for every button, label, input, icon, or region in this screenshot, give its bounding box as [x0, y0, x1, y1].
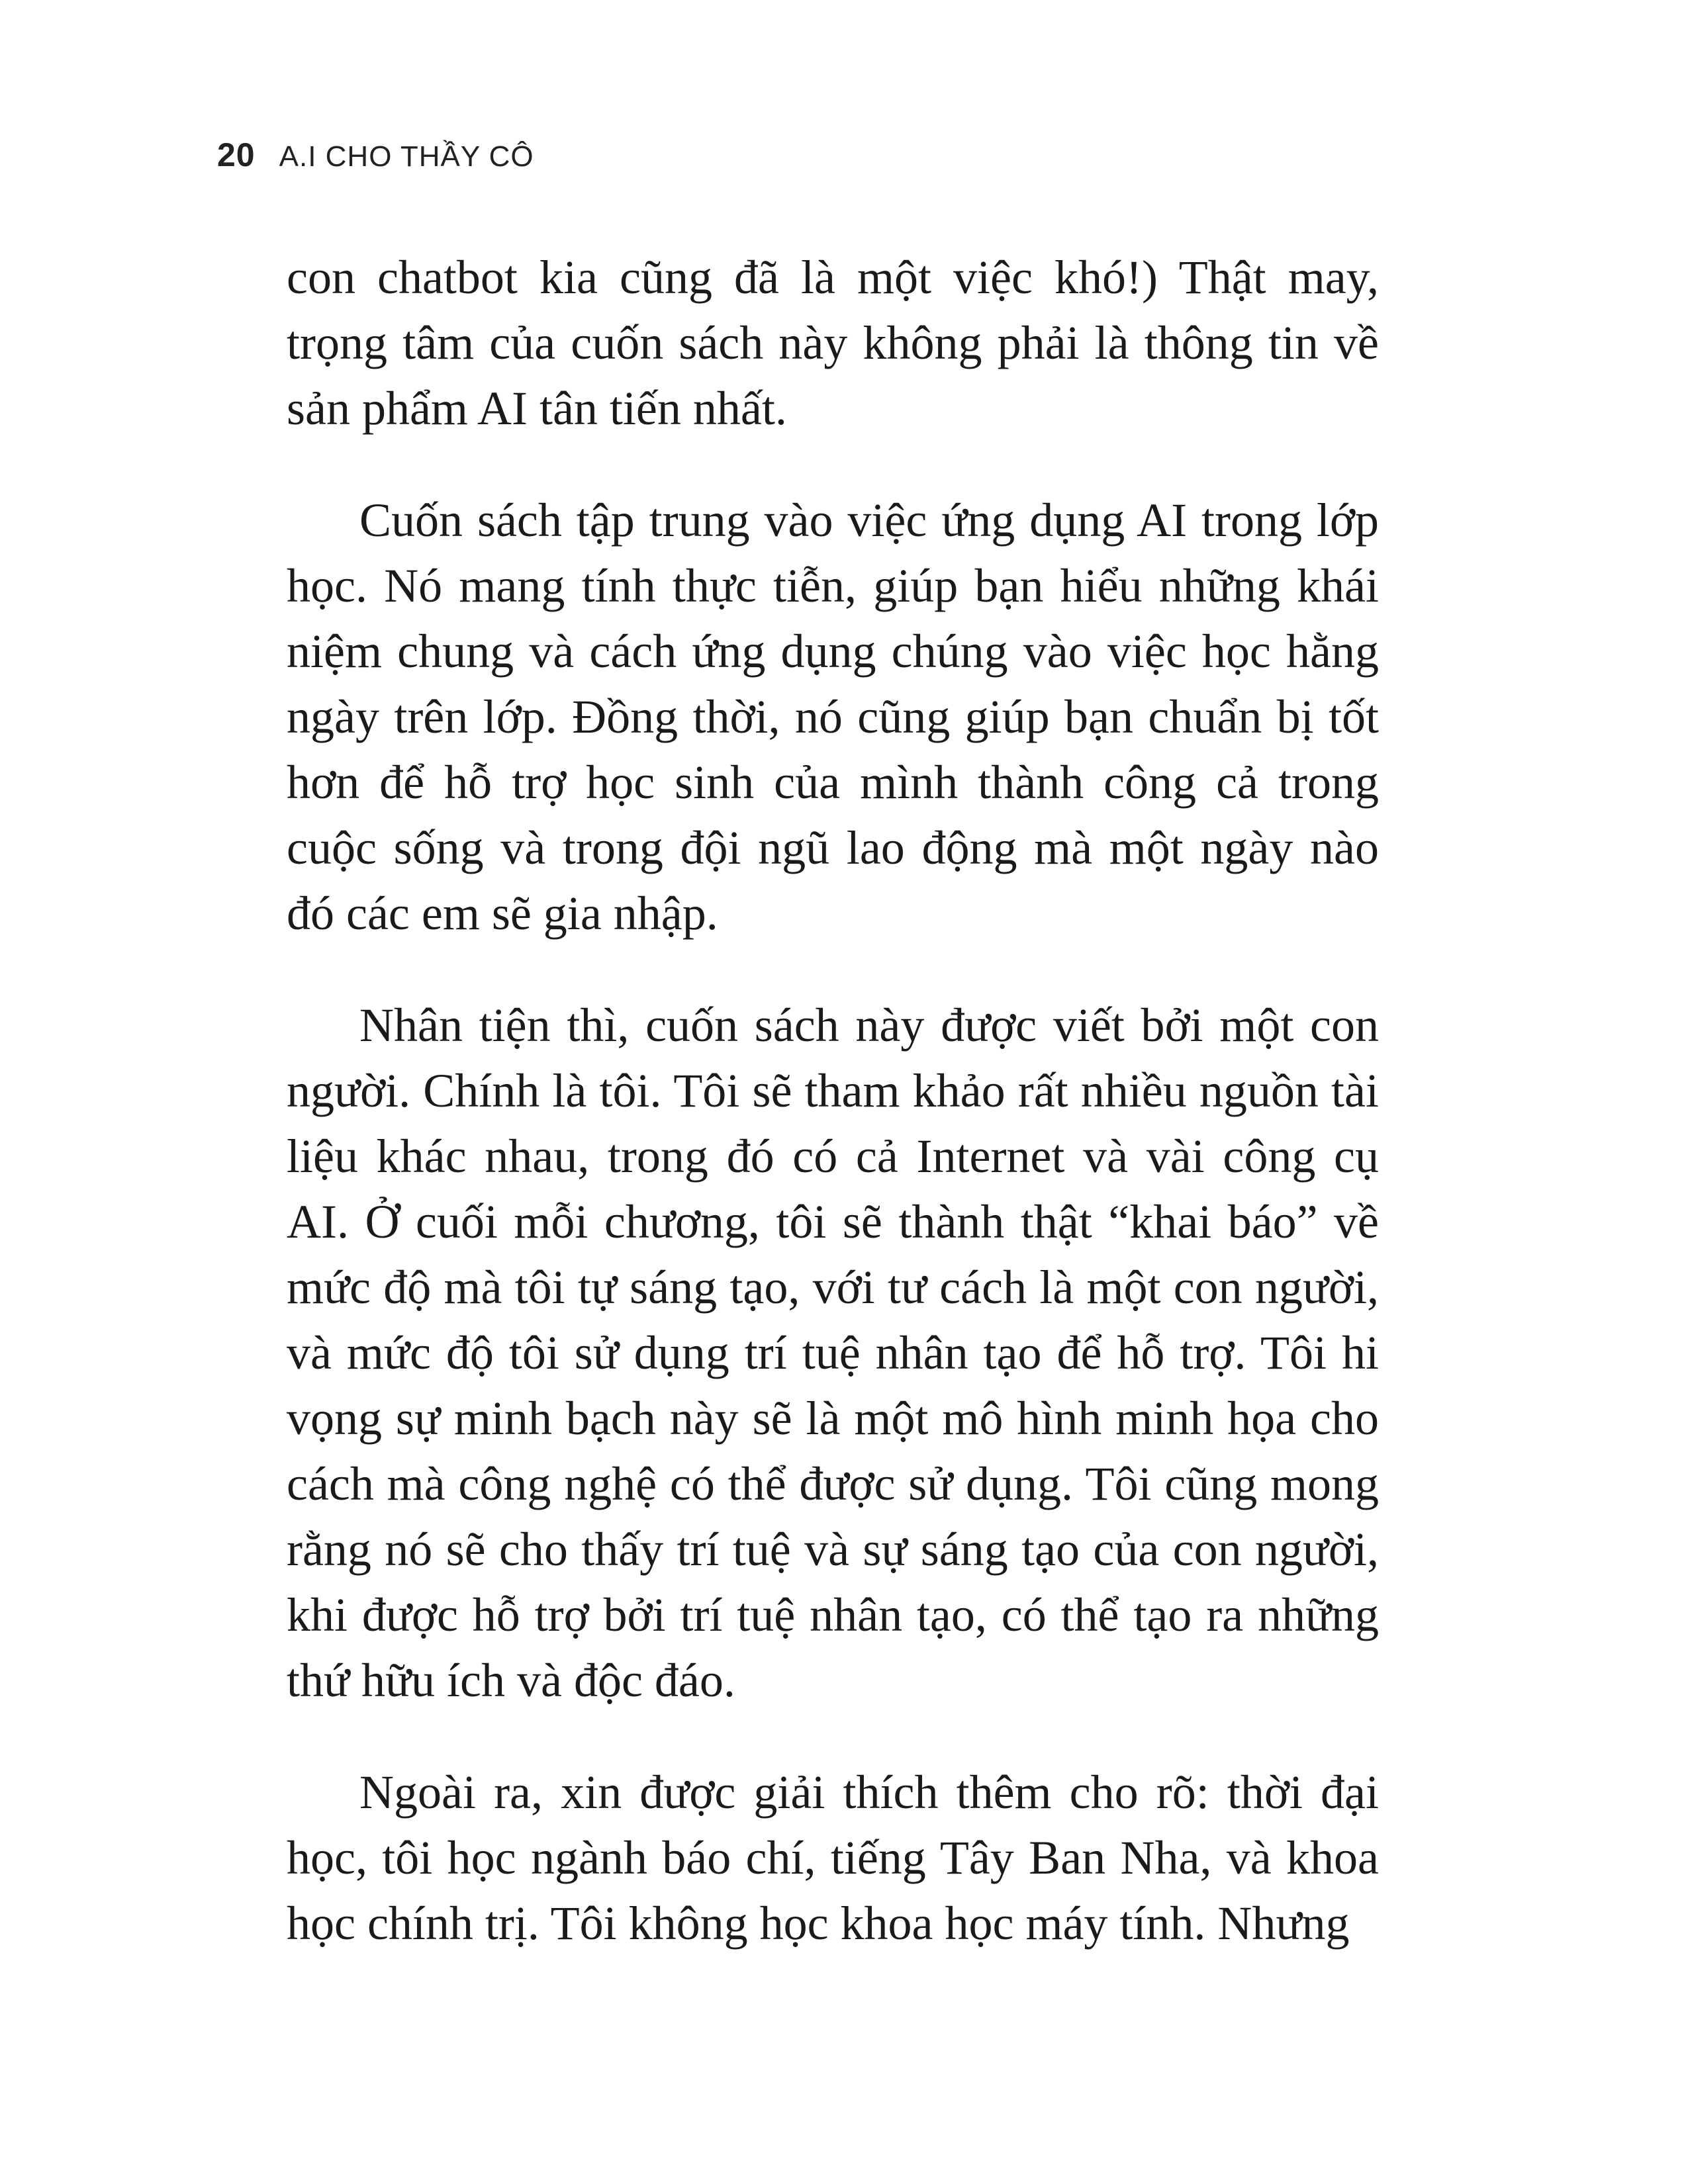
body-text	[287, 245, 1379, 1956]
running-header	[217, 136, 534, 174]
paragraph: Nhân tiện thì, cuốn sách này được viết bởi một con người. Chính là tôi. Tôi sẽ tham khảo rất nhiều nguồn tài liệu khác nhau, trong đó có cả Internet và vài công cụ AI. Ở cuối mỗi chương, tôi sẽ thành thật “khai báo” về mức độ mà tôi tự sáng tạo, với tư cách là một con người, và mức độ tôi sử dụng trí tuệ nhân tạo để hỗ trợ. Tôi hi vọng sự minh bạch này sẽ là một mô hình minh họa cho cách mà công nghệ có thể được sử dụng. Tôi cũng mong rằng nó sẽ cho thấy trí tuệ và sự sáng tạo của con người, khi được hỗ trợ bởi trí tuệ nhân tạo, có thể tạo ra những thứ hữu ích và độc đáo.	[287, 999, 1379, 1707]
page-number: 20	[217, 136, 256, 173]
book-title: A.I CHO THẦY CÔ	[279, 140, 534, 173]
paragraph: Ngoài ra, xin được giải thích thêm cho rõ: thời đại học, tôi học ngành báo chí, tiếng Tây Ban Nha, và khoa học chính trị. Tôi không học khoa học máy tính. Nhưng	[287, 1766, 1379, 1950]
paragraph: con chatbot kia cũng đã là một việc khó!) Thật may, trọng tâm của cuốn sách này không phải là thông tin về sản phẩm AI tân tiến nhất.	[287, 251, 1379, 435]
paragraph: Cuốn sách tập trung vào việc ứng dụng AI trong lớp học. Nó mang tính thực tiễn, giúp bạn hiểu những khái niệm chung và cách ứng dụng chúng vào việc học hằng ngày trên lớp. Đồng thời, nó cũng giúp bạn chuẩn bị tốt hơn để hỗ trợ học sinh của mình thành công cả trong cuộc sống và trong đội ngũ lao động mà một ngày nào đó các em sẽ gia nhập.	[287, 494, 1379, 940]
